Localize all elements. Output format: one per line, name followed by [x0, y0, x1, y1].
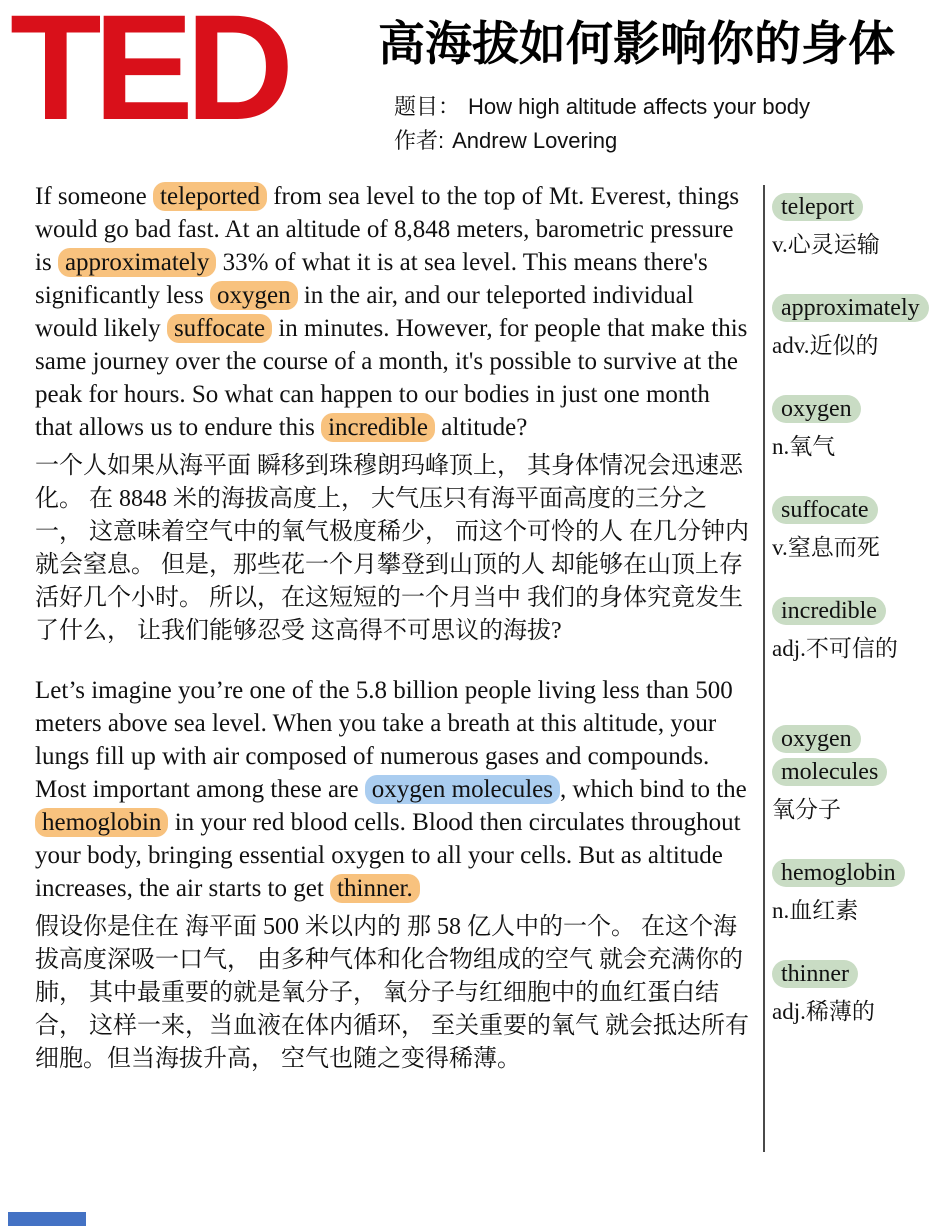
highlighted-word-orange: oxygen	[210, 281, 298, 310]
vocab-definition: adv.近似的	[772, 333, 879, 358]
vocab-definition: n.血红素	[772, 898, 859, 923]
text-run: altitude?	[435, 414, 528, 441]
vocabulary-sidebar	[772, 192, 946, 1060]
topic-label: 题目：	[394, 94, 461, 119]
paragraph-english-2	[35, 674, 751, 905]
text-run: 33% of what it is at sea level. This means there's significantly less	[35, 249, 708, 309]
text-run: in your red blood cells. Blood then circulates throughout your body, bringing essential oxygen to all your cells. But as altitude increases, the air starts to get	[35, 809, 741, 902]
vocab-definition: adj.稀薄的	[772, 999, 875, 1024]
text-run: in minutes. However, for people that make this same journey over the course of a month, it's possible to survive at the peak for hours. So what can happen to our bodies in just one month that allows us to endure this	[35, 315, 748, 441]
article-body	[35, 180, 751, 1076]
text-run: Let’s imagine you’re one of the 5.8 billion people living less than 500 meters above sea level. When you take a breath at this altitude, your lungs fill up with air composed of numerous gases and compounds. Most important among these are	[35, 677, 733, 803]
vocab-definition: v.心灵运输	[772, 232, 880, 257]
text-run: , which bind to the	[560, 776, 747, 803]
topic-value: How high altitude affects your body	[468, 94, 811, 119]
text-run: in the air, and our teleported individual would likely	[35, 282, 694, 342]
vocab-entry	[772, 192, 946, 260]
vocab-entry	[772, 394, 946, 462]
paragraph-english-1	[35, 180, 751, 444]
blue-bar-decoration	[8, 1212, 86, 1226]
vocab-word: approximately	[772, 294, 929, 322]
author-value: Andrew Lovering	[452, 128, 618, 153]
vocab-entry	[772, 293, 946, 361]
vocab-group-1	[772, 192, 946, 664]
vocab-word: oxygen molecules	[772, 725, 887, 786]
vocab-word: thinner	[772, 960, 858, 988]
topic-line	[394, 90, 810, 121]
vocab-entry	[772, 724, 946, 825]
vocab-word: hemoglobin	[772, 859, 905, 887]
vocab-definition: 氧分子	[772, 797, 841, 822]
vocab-entry	[772, 495, 946, 563]
text-run: If someone	[35, 183, 154, 210]
highlighted-word-orange: approximately	[58, 248, 216, 277]
vocab-entry	[772, 596, 946, 664]
author-line	[394, 124, 617, 155]
highlighted-word-orange: thinner.	[330, 874, 420, 903]
paragraph-chinese-1: 一个人如果从海平面 瞬移到珠穆朗玛峰顶上， 其身体情况会迅速恶化。 在 8848 米的海拔高度上， 大气压只有海平面高度的三分之一， 这意味着空气中的氧气极度稀少， 而这个可怜的人 在几分钟内就会窒息。 但是，那些花一个月攀登到山顶的人 却能够在山顶上存活好几个小时。 所以，在这短短的一个月当中 我们的身体究竟发生了什么， 让我们能够忍受 这高得不可思议的海拔?	[35, 453, 749, 644]
vocab-group-2	[772, 724, 946, 1027]
vocab-word: teleport	[772, 193, 863, 221]
vocab-definition: n.氧气	[772, 434, 836, 459]
vocab-entry	[772, 858, 946, 926]
page-title: 高海拔如何影响你的身体	[378, 17, 895, 70]
ted-logo: TED	[10, 0, 286, 151]
highlighted-word-orange: incredible	[321, 413, 435, 442]
vocab-entry	[772, 959, 946, 1027]
text-run: from sea level to the top of Mt. Everest, things would go bad fast. At an altitude of 8,848 meters, barometric pressure is	[35, 183, 740, 276]
highlighted-word-orange: hemoglobin	[35, 808, 168, 837]
vocab-word: suffocate	[772, 496, 878, 524]
author-label: 作者:	[394, 128, 445, 153]
highlighted-word-orange: teleported	[153, 182, 267, 211]
vocab-definition: v.窒息而死	[772, 535, 880, 560]
vocab-word: oxygen	[772, 395, 861, 423]
vocab-word: incredible	[772, 597, 886, 625]
paragraph-chinese-2: 假设你是住在 海平面 500 米以内的 那 58 亿人中的一个。 在这个海拔高度深吸一口气， 由多种气体和化合物组成的空气 就会充满你的肺， 其中最重要的就是氧分子， 氧分子与红细胞中的血红蛋白结合， 这样一来，当血液在体内循环， 至关重要的氧气 就会抵达所有细胞。但当海拔升高， 空气也随之变得稀薄。	[35, 914, 749, 1072]
vertical-divider	[763, 185, 765, 1152]
vocab-definition: adj.不可信的	[772, 636, 898, 661]
highlighted-word-blue: oxygen molecules	[365, 775, 560, 804]
highlighted-word-orange: suffocate	[167, 314, 272, 343]
